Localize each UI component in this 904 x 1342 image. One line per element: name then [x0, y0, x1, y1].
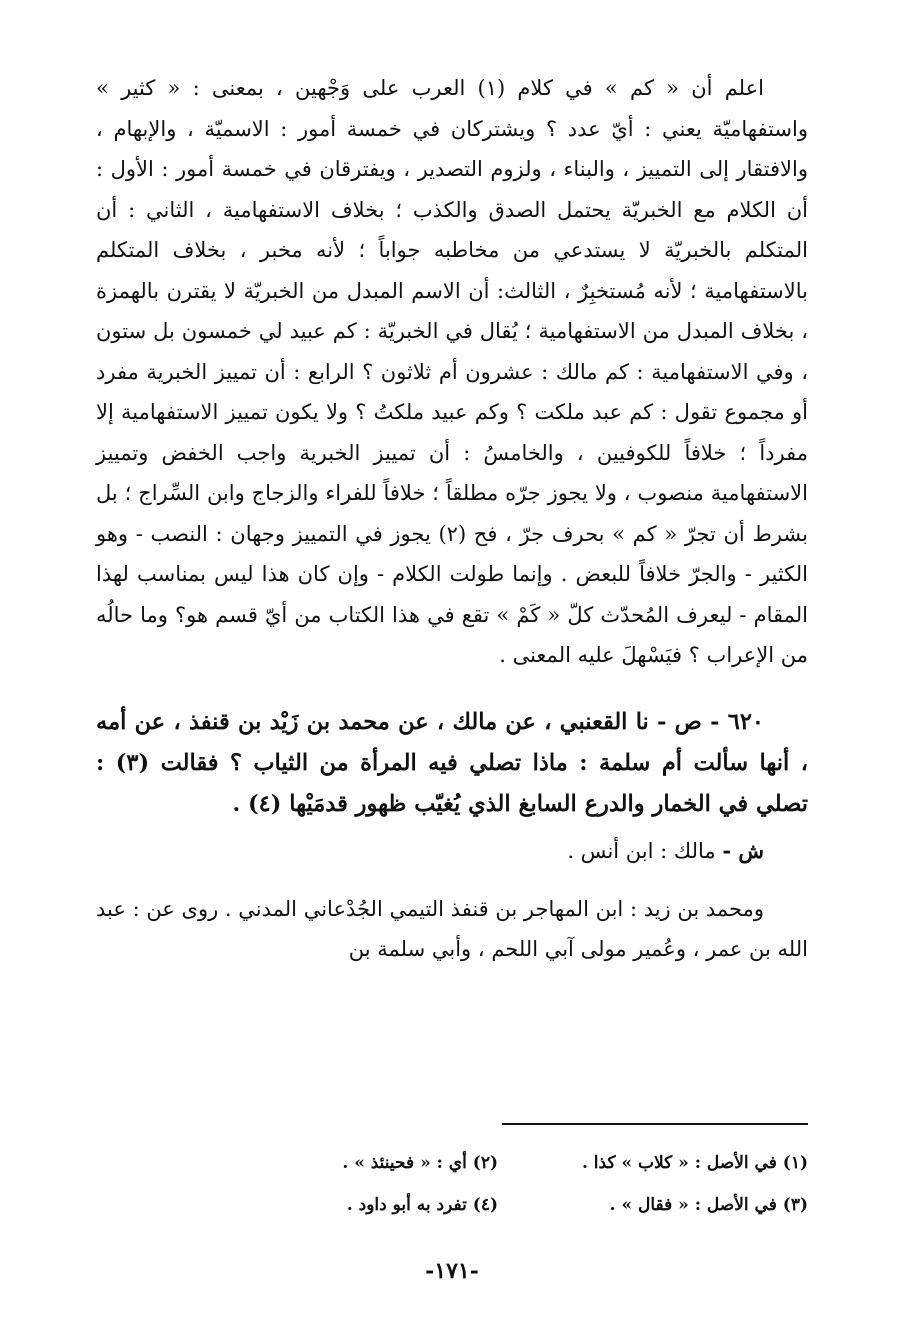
- sharh-label: ش -: [722, 837, 764, 863]
- footnote-1: (١) في الأصل : « كلاب » كذا .: [581, 1153, 808, 1173]
- footnote-4: (٤) تفرد به أبو داود .: [346, 1195, 498, 1215]
- hadith-text: ٦٢٠ - ص - نا القعنبي ، عن مالك ، عن محمد بن زَيْد بن قنفذ ، عن أمه ، أنها سألت أم سلمة : ماذا تصلي فيه المرأة من الثياب ؟ فقالت (٣) : تصلي في الخمار والدرع السابغ الذي يُغيّب ظهور قدمَيْها (٤) .: [96, 708, 808, 817]
- footnote-3: (٣) في الأصل : « فقال » .: [609, 1195, 808, 1215]
- footnotes: [96, 1142, 808, 1226]
- narrator-paragraph: ومحمد بن زيد : ابن المهاجر بن قنفذ التيمي الجُدْعاني المدني . روى عن : عبد الله بن عمر ، وعُمير مولى آبي اللحم ، وأبي سلمة بن: [96, 896, 808, 961]
- page-number: -١٧١-: [425, 1258, 479, 1284]
- footnote-2: (٢) أي : « فحينئذ » .: [342, 1153, 498, 1173]
- commentary-paragraph: اعلم أن « كم » في كلام (١) العرب على وَجْهين ، بمعنى : « كثير » واستفهاميّة يعني : أيّ عدد ؟ ويشتركان في خمسة أمور : الاسميّة ، والإبهام ، والافتقار إلى التمييز ، والبناء ، ولزوم التصدير ، ويفترقان في خمسة أمور : الأول : أن الكلام مع الخبريّة يحتمل الصدق والكذب ؛ بخلاف الاستفهامية ، الثاني : أن المتكلم بالخبريّة لا يستدعي من مخاطبه جواباً ؛ لأنه مخبر ، بخلاف المتكلم بالاستفهامية ؛ لأنه مُستخبِرٌ ، الثالث: أن الاسم المبدل من الخبريّة لا يقترن بالهمزة ، بخلاف المبدل من الاستفهامية ؛ يُقال في الخبريّة : كم عبيد لي خمسون بل ستون ، وفي الاستفهامية : كم مالك : عشرون أم ثلاثون ؟ الرابع : أن تمييز الخبرية مفرد أو مجموع تقول : كم عبد ملكت ؟ وكم عبيد ملكتُ ؟ ولا يكون تمييز الاستفهامية إلا مفرداً ؛ خلافاً للكوفيين ، والخامسُ : أن تمييز الخبرية واجب الخفض وتمييز الاستفهامية منصوب ، ولا يجوز جرّه مطلقاً ؛ خلافاً للفراء والزجاج وابن السِّراج ؛ بل بشرط أن تجرّ « كم » بحرف جرّ ، فح (٢) يجوز في التمييز وجهان : النصب - وهو الكثير - والجرّ خلافاً للبعض . وإنما طولت الكلام - وإن كان هذا ليس بمناسب لهذا المقام - ليعرف المُحدّث كلّ « كَمْ » تقع في هذا الكتاب من أيّ قسم هو؟ وما حالُه من الإعراب ؟ فيَسْهلَ عليه المعنى .: [96, 76, 808, 667]
- footnote-row: [96, 1142, 808, 1184]
- sharh-line: [96, 831, 808, 871]
- sharh-text: مالك : ابن أنس .: [567, 838, 716, 863]
- footnote-divider: [502, 1123, 808, 1125]
- footnote-row: [96, 1184, 808, 1226]
